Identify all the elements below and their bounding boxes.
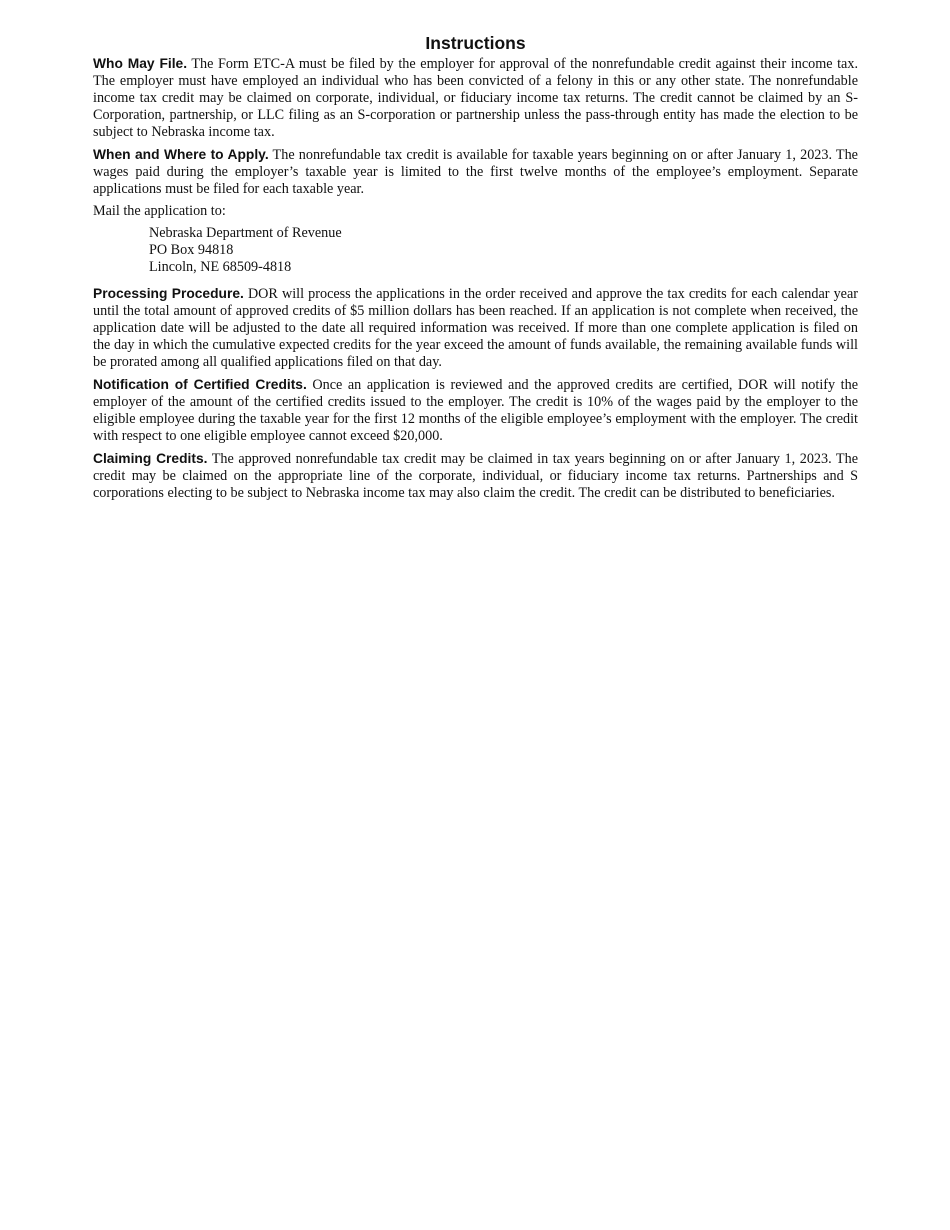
when-where-heading: When and Where to Apply. [93, 147, 269, 162]
who-may-file-section [93, 55, 858, 141]
processing-text: DOR will process the applications in the order received and approve the tax credits for each calendar year until the total amount of approved credits of $5 million dollars has been reached. If an application is not complete when received, the application date will be adjusted to the date all required information was received. If more than one complete application is filed on the day in which the cumulative expected credits for the year exceed the amount of funds available, the remaining available funds will be prorated among all qualified applications filed on that day. [93, 286, 858, 370]
address-line-organization: Nebraska Department of Revenue [149, 225, 342, 241]
address-line-city: Lincoln, NE 68509-4818 [149, 259, 292, 275]
notification-text: Once an application is reviewed and the approved credits are certified, DOR will notify the employer of the amount of the certified credits issued to the employer. The credit is 10% of the wages paid by the employer to the eligible employee during the taxable year for the first 12 months of the eligible employee’s employment with the employer. The credit with respect to one eligible employee cannot exceed $20,000. [93, 377, 858, 444]
address-line-po-box: PO Box 94818 [149, 242, 234, 258]
mailing-address [149, 225, 858, 276]
when-where-section [93, 146, 858, 198]
notification-section [93, 376, 858, 445]
claiming-section [93, 450, 858, 502]
when-where-text: The nonrefundable tax credit is available for taxable years beginning on or after January 1, 2023. The wages paid during the employer’s taxable year is limited to the first twelve months of the employee’s employment. Separate applications must be filed for each taxable year. [93, 147, 858, 197]
processing-heading: Processing Procedure. [93, 286, 244, 301]
notification-heading: Notification of Certified Credits. [93, 377, 307, 392]
who-may-file-heading: Who May File. [93, 56, 188, 71]
page-title: Instructions [425, 33, 526, 53]
who-may-file-text: The Form ETC-A must be filed by the employer for approval of the nonrefundable credit against their income tax. The employer must have employed an individual who has been convicted of a felony in this or any other state. The nonrefundable income tax credit may be claimed on corporate, individual, or fiduciary income tax returns. The credit cannot be claimed by an S-Corporation, partnership, or LLC filing as an S-corporation or partnership unless the pass-through entity has made the election to be subject to Nebraska income tax. [93, 56, 858, 140]
claiming-text: The approved nonrefundable tax credit may be claimed in tax years beginning on or after January 1, 2023. The credit may be claimed on the appropriate line of the corporate, individual, or fiduciary income tax returns. Partnerships and S corporations electing to be subject to Nebraska income tax may also claim the credit. The credit can be distributed to beneficiaries. [93, 451, 858, 501]
claiming-heading: Claiming Credits. [93, 451, 208, 466]
mail-intro: Mail the application to: [93, 203, 226, 219]
processing-section [93, 285, 858, 371]
instructions-page [93, 33, 858, 507]
